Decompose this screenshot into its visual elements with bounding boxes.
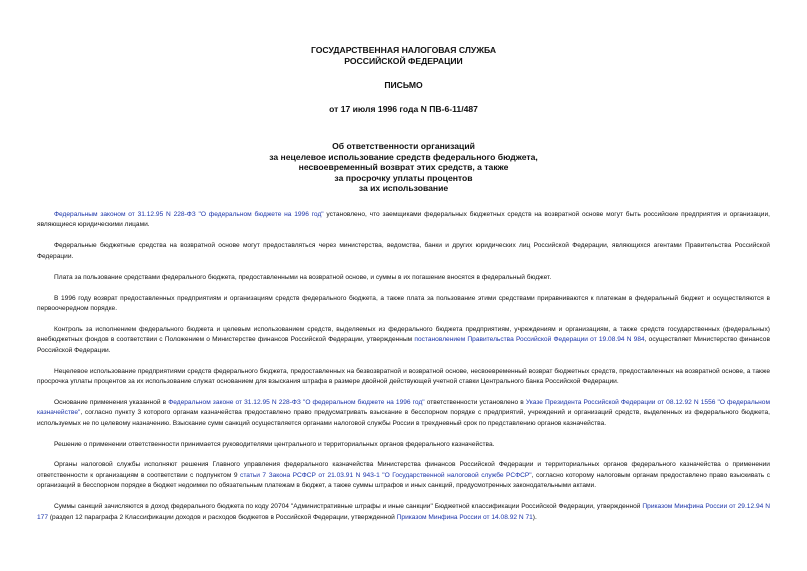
document-reference-link[interactable]: Указе Президента Российской Федерации от 08.12.92 N 1556 "О федеральном казначействе" [37, 398, 770, 417]
paragraph-text: Контроль за исполнением федерального бюджета и целевым использованием средств, выделяемых из федерального бюджета предприятиям, учреждениям и организациям, а также средств государственных (федеральных) внебюджетных фондов в соответствии с Положением о Министерстве финансов Российской Федерации, утвержденным [37, 325, 770, 344]
body-paragraph [37, 294, 770, 315]
paragraph-text: , осуществляет Министерство финансов Российской Федерации. [37, 336, 770, 354]
body-paragraph [37, 502, 770, 523]
paragraph-text: , согласно пункту 3 которого органам казначейства предоставлено право предусматривать взыскание в бесспорном порядке с предприятий, учреждений и организаций средств, выделенных из федерального бюджета, используемых не по целевому назначению. Взыскание сумм санкций осуществляется органами налоговой службы России в трехдневный срок по представлению органов казначейства. [37, 409, 770, 427]
paragraph-text: (раздел 12 параграфа 2 Классификации доходов и расходов бюджетов в Российской Федерации, утвержденной [48, 513, 397, 521]
subject-line: несвоевременный возврат этих средств, а также [298, 162, 509, 173]
body-paragraph [37, 241, 770, 262]
body-paragraph [37, 210, 770, 231]
paragraph-text: Плата за пользование средствами федерального бюджета, предоставленными на возвратной основе, и суммы в их погашение вносятся в федеральный бюджет. [54, 273, 552, 281]
document-reference-link[interactable]: Федеральным законом от 31.12.95 N 228-ФЗ "О федеральном бюджете на 1996 год" [54, 210, 324, 218]
org-line-2: РОССИЙСКОЙ ФЕДЕРАЦИИ [344, 56, 463, 66]
issuing-organization [0, 0, 807, 67]
body-paragraph [37, 273, 770, 283]
document-date-number: от 17 июля 1996 года N ПВ-6-11/487 [329, 104, 478, 114]
paragraph-text: Основание применения указанной в [54, 398, 169, 406]
document-reference-link[interactable]: Приказом Минфина России от 29.12.94 N 177 [37, 503, 770, 521]
document-reference-link[interactable]: Приказом Минфина России от 14.08.92 N 71 [396, 513, 533, 521]
document-subject [0, 141, 807, 194]
subject-line: Об ответственности организаций [332, 141, 475, 151]
subject-line: за просрочку уплаты процентов [334, 172, 473, 183]
paragraph-text: установлено, что заемщиками федеральных бюджетных средств на возвратной основе могут быть российские предприятия и организации, являющиеся юридическими лицами. [37, 210, 770, 229]
body-paragraph [37, 460, 770, 491]
body-paragraph [37, 398, 770, 429]
paragraph-text: , согласно которому налоговым органам предоставлено право взыскивать с организаций в бесспорном порядке в бюджет недоимки по обязательным платежам в бюджет, а также суммы штрафов и иных санкций, предусмотренных законодательными актами. [37, 471, 771, 490]
org-line-1: ГОСУДАРСТВЕННАЯ НАЛОГОВАЯ СЛУЖБА [310, 45, 497, 55]
paragraph-text: Суммы санкций зачисляются в доход федерального бюджета по коду 20704 "Административные штрафы и иные санкции" Бюджетной классификации Российской Федерации, утвержденной [54, 503, 643, 511]
document-body [37, 210, 770, 523]
paragraph-text: Органы налоговой службы исполняют решения Главного управления федерального казначейства Министерства финансов Российской Федерации и территориальных органов федерального казначейства о применении ответственности к организациям в соответствии с подпунктом 9 [37, 461, 770, 479]
document-reference-link[interactable]: статьи 7 Закона РСФСР от 21.03.91 N 943-1 "О Государственной налоговой службе РСФСР" [240, 471, 532, 479]
paragraph-text: Решение о применении ответственности принимается руководителями центрального и территориальных органов федерального казначейства. [54, 440, 495, 448]
document-type: ПИСЬМО [384, 80, 423, 90]
document-reference-link[interactable]: Федеральном законе от 31.12.95 N 228-ФЗ "О федеральном бюджете на 1996 год" [168, 398, 425, 406]
subject-line: за нецелевое использование средств федерального бюджета, [269, 151, 538, 162]
paragraph-text: Федеральные бюджетные средства на возвратной основе могут предоставляться через министерства, ведомства, банки и других юридических лиц Российской Федерации, являющихся агентами Правительства Российской Федерации. [37, 242, 770, 260]
paragraph-text: ответственности установлено в [424, 398, 526, 406]
body-paragraph [37, 325, 770, 356]
body-paragraph [37, 367, 770, 388]
body-paragraph [37, 440, 770, 450]
paragraph-text: В 1996 году возврат предоставленных предприятиям и организациям средств федерального бюджета, а также плата за пользование этими средствами приравниваются к платежам в федеральный бюджет и осуществляются в первоочередном порядке. [37, 294, 770, 312]
paragraph-text: ). [532, 513, 537, 521]
subject-line: за их использование [358, 183, 449, 194]
paragraph-text: Нецелевое использование предприятиями средств федерального бюджета, предоставленных на безвозвратной и возвратной основе, несвоевременный возврат бюджетных средств, предоставленных на возвратной основе, а также просрочка уплаты процентов за их использование служат основанием для взыскания штрафа в размере двойной действующей учетной ставки Центрального банка Российской Федерации. [37, 367, 770, 385]
document-reference-link[interactable]: постановлением Правительства Российской Федерации от 19.08.94 N 984 [414, 336, 645, 344]
